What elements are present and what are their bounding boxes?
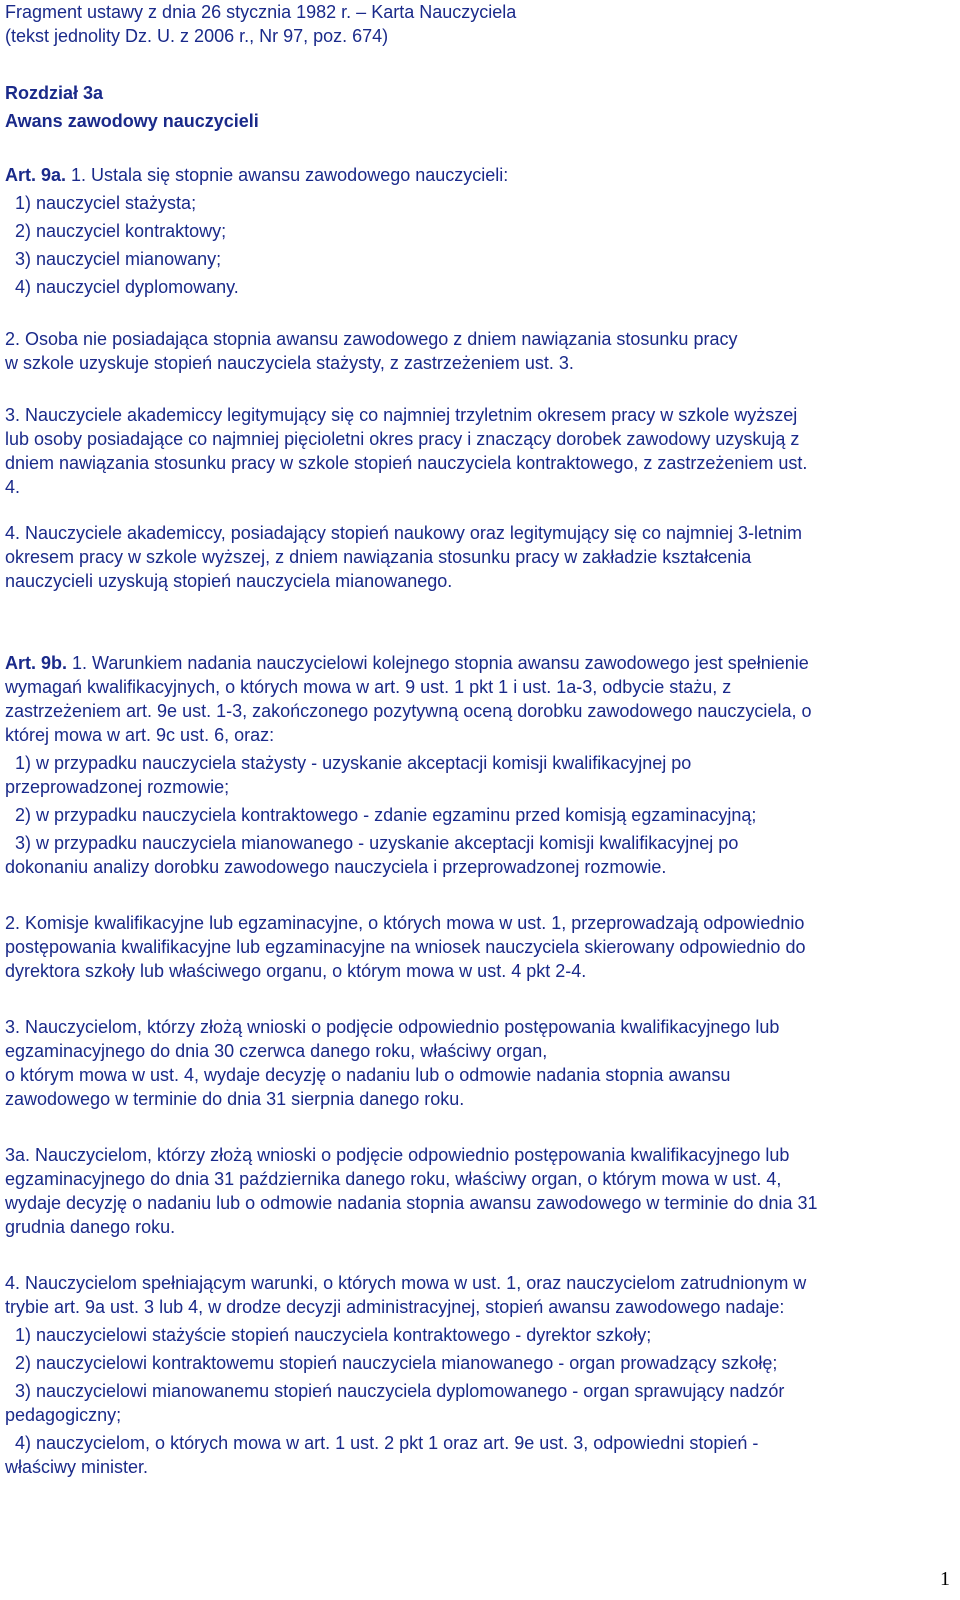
list-item	[5, 1351, 955, 1375]
text-line: 4) nauczycielom, o których mowa w art. 1 ust. 2 pkt 1 oraz art. 9e ust. 3, odpowiedni stopień -	[15, 1433, 759, 1453]
text-line: dyrektora szkoły lub właściwego organu, o którym mowa w ust. 4 pkt 2-4.	[5, 961, 587, 981]
text-line: której mowa w art. 9c ust. 6, oraz:	[5, 725, 275, 745]
text-line: 4. Nauczyciele akademiccy, posiadający stopień naukowy oraz legitymujący się co najmniej 3-letnim	[5, 523, 803, 543]
text-line: 2) nauczycielowi kontraktowemu stopień nauczyciela mianowanego - organ prowadzący szkołę;	[15, 1353, 778, 1373]
list-item	[5, 1323, 955, 1347]
chapter-title: Awans zawodowy nauczycieli	[5, 111, 259, 131]
list-item: 2) nauczyciel kontraktowy;	[15, 221, 227, 241]
document-page	[5, 0, 955, 1479]
chapter-number: Rozdział 3a	[5, 83, 104, 103]
page-number: 1	[940, 1568, 950, 1590]
text-line: przeprowadzonej rozmowie;	[5, 777, 230, 797]
text-line: 1) nauczycielowi stażyście stopień nauczyciela kontraktowego - dyrektor szkoły;	[15, 1325, 652, 1345]
art9a-p1-intro: 1. Ustala się stopnie awansu zawodowego nauczycieli:	[66, 165, 509, 185]
art9b-p1-first: 1. Warunkiem nadania nauczycielowi kolejnego stopnia awansu zawodowego jest spełnienie	[67, 653, 809, 673]
document-source-line-2: (tekst jednolity Dz. U. z 2006 r., Nr 97, poz. 674)	[5, 26, 389, 46]
text-line: 1) w przypadku nauczyciela stażysty - uzyskanie akceptacji komisji kwalifikacyjnej po	[15, 753, 692, 773]
text-line: 2) w przypadku nauczyciela kontraktowego - zdanie egzaminu przed komisją egzaminacyjną;	[15, 805, 757, 825]
text-line: zastrzeżeniem art. 9e ust. 1-3, zakończonego pozytywną oceną dorobku zawodowego nauczyciela, o	[5, 701, 812, 721]
list-item	[5, 831, 955, 879]
text-line: 3. Nauczycielom, którzy złożą wnioski o podjęcie odpowiednio postępowania kwalifikacyjnego lub	[5, 1017, 780, 1037]
text-line: okresem pracy w szkole wyższej, z dniem nawiązania stosunku pracy w zakładzie kształcenia	[5, 547, 752, 567]
text-line: właściwy minister.	[5, 1457, 149, 1477]
list-item	[5, 1431, 955, 1479]
list-item: 1) nauczyciel stażysta;	[15, 193, 197, 213]
art9b-paragraph-1	[5, 651, 955, 747]
text-line: 4.	[5, 477, 21, 497]
text-line: wydaje decyzję o nadaniu lub o odmowie nadania stopnia awansu zawodowego w terminie do dnia 31	[5, 1193, 818, 1213]
art9b-paragraph-3a	[5, 1143, 955, 1239]
text-line: postępowania kwalifikacyjne lub egzaminacyjne na wniosek nauczyciela skierowany odpowiednio do	[5, 937, 806, 957]
text-line: w szkole uzyskuje stopień nauczyciela stażysty, z zastrzeżeniem ust. 3.	[5, 353, 574, 373]
text-line: dokonaniu analizy dorobku zawodowego nauczyciela i przeprowadzonej rozmowie.	[5, 857, 667, 877]
art9b-paragraph-3	[5, 1015, 955, 1111]
text-line: 3) w przypadku nauczyciela mianowanego - uzyskanie akceptacji komisji kwalifikacyjnej po	[15, 833, 739, 853]
text-line: 4. Nauczycielom spełniającym warunki, o których mowa w ust. 1, oraz nauczycielom zatrudnionym w	[5, 1273, 807, 1293]
art9a-paragraph-3	[5, 403, 955, 499]
text-line: 2. Komisje kwalifikacyjne lub egzaminacyjne, o których mowa w ust. 1, przeprowadzają odpowiednio	[5, 913, 805, 933]
art9b-label: Art. 9b.	[5, 653, 68, 673]
text-line: nauczycieli uzyskują stopień nauczyciela mianowanego.	[5, 571, 453, 591]
art9a-paragraph-1	[5, 163, 955, 187]
text-line: 3) nauczycielowi mianowanemu stopień nauczyciela dyplomowanego - organ sprawujący nadzór	[15, 1381, 785, 1401]
text-line: wymagań kwalifikacyjnych, o których mowa w art. 9 ust. 1 pkt 1 i ust. 1a-3, odbycie stażu, z	[5, 677, 732, 697]
list-item	[5, 1379, 955, 1427]
art9b-p1-list	[5, 751, 955, 879]
text-line: egzaminacyjnego do dnia 31 października danego roku, właściwy organ, o którym mowa w ust. 4,	[5, 1169, 782, 1189]
list-item: 4) nauczyciel dyplomowany.	[15, 277, 239, 297]
art9a-paragraph-4	[5, 521, 955, 593]
text-line: o którym mowa w ust. 4, wydaje decyzję o nadaniu lub o odmowie nadania stopnia awansu	[5, 1065, 731, 1085]
art9a-label: Art. 9a.	[5, 165, 67, 185]
text-line: grudnia danego roku.	[5, 1217, 176, 1237]
text-line: lub osoby posiadające co najmniej pięcioletni okres pracy i znaczący dorobek zawodowy uzyskują z	[5, 429, 800, 449]
text-line: zawodowego w terminie do dnia 31 sierpnia danego roku.	[5, 1089, 465, 1109]
text-line: pedagogiczny;	[5, 1405, 122, 1425]
text-line	[5, 651, 955, 675]
text-line: 3a. Nauczycielom, którzy złożą wnioski o podjęcie odpowiednio postępowania kwalifikacyjnego lub	[5, 1145, 790, 1165]
text-line: egzaminacyjnego do dnia 30 czerwca danego roku, właściwy organ,	[5, 1041, 548, 1061]
art9b-paragraph-4	[5, 1271, 955, 1319]
document-source-line-1: Fragment ustawy z dnia 26 stycznia 1982 r. – Karta Nauczyciela	[5, 2, 517, 22]
art9b-p4-list	[5, 1323, 955, 1479]
list-item	[5, 803, 955, 827]
list-item	[5, 751, 955, 799]
art9b-paragraph-2	[5, 911, 955, 983]
text-line: 3. Nauczyciele akademiccy legitymujący się co najmniej trzyletnim okresem pracy w szkole wyższej	[5, 405, 798, 425]
text-line: trybie art. 9a ust. 3 lub 4, w drodze decyzji administracyjnej, stopień awansu zawodowego nadaje:	[5, 1297, 785, 1317]
text-line: 2. Osoba nie posiadająca stopnia awansu zawodowego z dniem nawiązania stosunku pracy	[5, 329, 738, 349]
art9a-p1-list	[5, 191, 955, 299]
list-item: 3) nauczyciel mianowany;	[15, 249, 222, 269]
art9a-paragraph-2	[5, 327, 955, 375]
text-line: dniem nawiązania stosunku pracy w szkole stopień nauczyciela kontraktowego, z zastrzeżeniem ust.	[5, 453, 808, 473]
